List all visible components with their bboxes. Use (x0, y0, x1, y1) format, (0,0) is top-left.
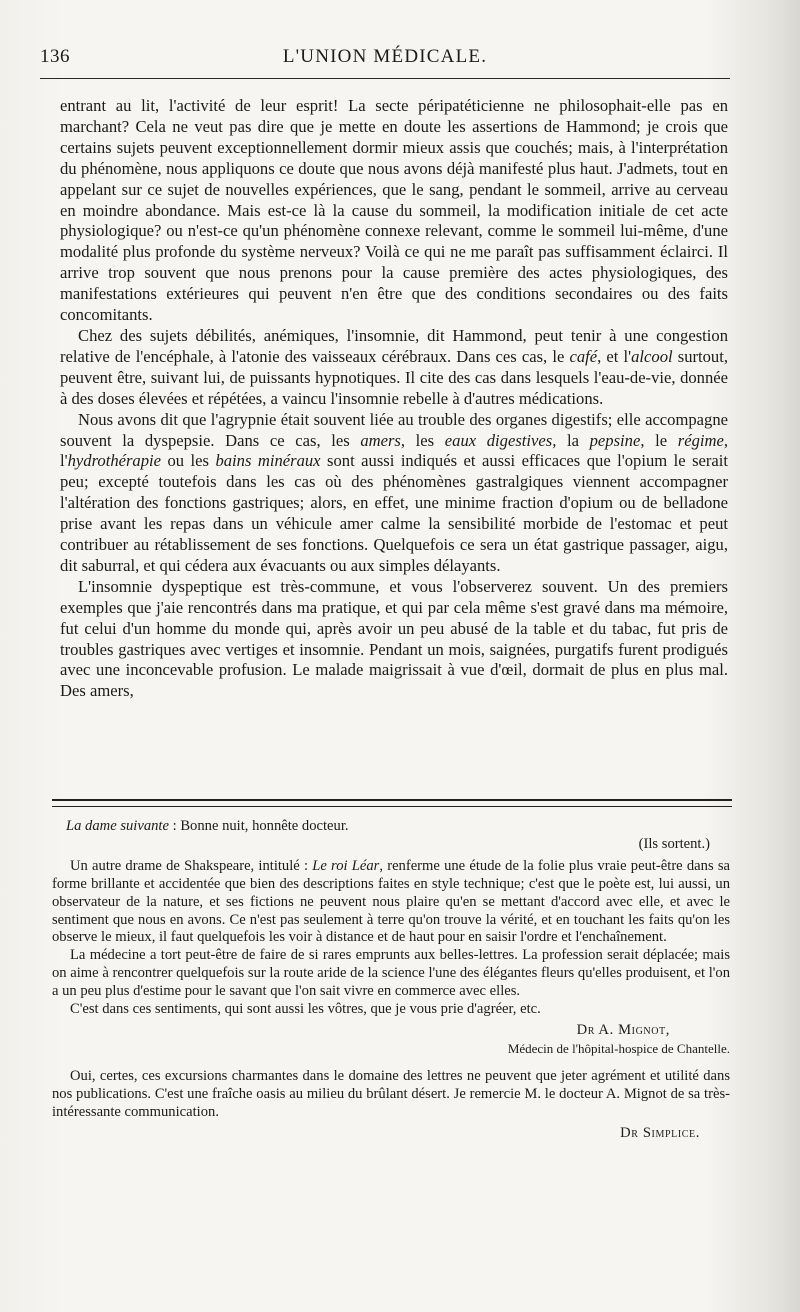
page-number: 136 (40, 46, 70, 67)
italic-eaux: eaux digestives, (444, 430, 557, 450)
italic-play-title: Le roi Léar (312, 857, 380, 874)
italic-bains: bains minéraux (215, 451, 321, 471)
running-title: L'UNION MÉDICALE. (282, 46, 488, 67)
italic-pepsine: pepsine (589, 430, 641, 450)
italic-alcool: alcool (631, 346, 673, 366)
signature-simplice: Dr Simplice. (620, 1124, 700, 1141)
signature-mignot-title: Médecin de l'hôpital-hospice de Chantelle. (507, 1040, 730, 1056)
paragraph-1: entrant au lit, l'activité de leur esprit! La secte péripatéticienne ne philosophait-elle pas en marchant? Cela ne veut pas dire que je mette en doute les assertions de Hammond; je crois que certains sujets peuvent exceptionnellement dormir mieux assis que couchés; mais, à l'interprétation du phénomène, nous appliquons ce doute que nous avons déjà manifesté plus haut. J'admets, tout en appelant sur ce sujet de nouvelles expériences, que le sang, pendant le sommeil, arrive au cerveau en moindre abondance. Mais est-ce là la cause du sommeil, la modification initiale de cet acte physiologique? ou n'est-ce qu'un phénomène connexe relevant, comme le sommeil lui-même, d'une modalité plus profonde du système nerveux? Voilà ce qui ne me paraît pas suffisamment éclairci. Il arrive trop souvent que nous prenons pour la cause première des actes physiologiques, des manifestations extérieures qui peuvent n'en être que des conditions secondaires ou des faits concomitants. (60, 96, 728, 325)
main-text (60, 96, 728, 702)
signature-mignot: Dr A. Mignot, (576, 1021, 670, 1038)
speaker-name: La dame suivante (66, 818, 169, 834)
feuilleton-separator (52, 799, 732, 807)
feuilleton-paragraph-2: La médecine a tort peut-être de faire de si rares emprunts aux belles-lettres. La profession serait déplacée; mais on aime à rencontrer quelquefois sur la route aride de la science l'une des élégantes fleurs qu'elles produisent, et l'on a un peu plus d'estime pour le savant que l'on sait vivre en commerce avec elles. (52, 947, 730, 1000)
italic-amers: amers (360, 430, 401, 450)
italic-cafe: café (569, 346, 598, 366)
feuilleton-paragraph-3: C'est dans ces sentiments, qui sont aussi les vôtres, que je vous prie d'agréer, etc. (70, 1001, 541, 1018)
feuilleton-paragraph-4: Oui, certes, ces excursions charmantes dans le domaine des lettres ne peuvent que jeter agrément et utilité dans nos publications. C'est une fraîche oasis au milieu du brûlant désert. Je remercie M. le docteur A. Mignot de sa très-intéressante communication. (52, 1067, 730, 1120)
italic-hydrotherapie: hydrothérapie (67, 451, 162, 471)
header-rule (40, 78, 730, 79)
play-dialogue: La dame suivante : Bonne nuit, honnête docteur. (66, 818, 349, 834)
paragraph-4: L'insomnie dyspeptique est très-commune, et vous l'observerez souvent. Un des premiers exemples que j'aie rencontrés dans ma pratique, et qui par cela même s'est gravé dans ma mémoire, fut celui d'un homme du monde qui, après avoir un peu abusé de la table et du tabac, fut pris de troubles gastriques avec vertiges et insomnie. Pendant un mois, saignées, purgatifs furent prodigués avec une inconcevable profusion. Le malade maigrissait à vue d'œil, dormait de plus en plus mal. Des amers, (60, 576, 728, 701)
stage-direction: (Ils sortent.) (638, 835, 710, 852)
paragraph-2: Chez des sujets débilités, anémiques, l'insomnie, dit Hammond, peut tenir à une congestion relative de l'encéphale, à l'atonie des vaisseaux cérébraux. Dans ces cas, le café, et l'alcool surtout, peuvent être, suivant lui, de puissants hypnotiques. Il cite des cas dans lesquels l'eau-de-vie, donnée à des doses élevées et répétées, a vaincu l'insomnie rebelle à d'autres médications. (60, 325, 728, 408)
page-header (40, 44, 730, 74)
paragraph-3: Nous avons dit que l'agrypnie était souvent liée au trouble des organes digestifs; elle accompagne souvent la dyspepsie. Dans ce cas, les amers, les eaux digestives, la pepsine, le régime, l'hydrothérapie ou les bains minéraux sont aussi indiqués et aussi efficaces que l'opium le serait peu; excepté toutefois dans les cas où des phénomènes gastralgiques viennent accompagner l'altération des fonctions gastriques; alors, en effet, une minime fraction d'opium ou de belladone prise avant les repas dans un véhicule amer calme la sensibilité morbide de l'estomac et peut contribuer au rétablissement de ses fonctions. Quelquefois ce sera un état gastrique passager, aigu, dit saburral, et qui cédera aux évacuants ou aux simples délayants. (60, 409, 729, 575)
italic-regime: régime (677, 430, 724, 450)
feuilleton-text (52, 818, 730, 1142)
feuilleton-paragraph-1: Un autre drame de Shakspeare, intitulé : Le roi Léar, renferme une étude de la folie plus vraie peut-être dans sa forme brillante et accidentée que bien des descriptions faites en style technique; c'est que le poète est, lui aussi, un observateur de la nature, et ses fictions ne peuvent nous plaire qu'en se mettant d'accord avec elle, et avec le sentiment que nous en avons. Ce n'est pas seulement à terre qu'on trouve la vérité, et en touchant les faits qu'on les observe le mieux, il faut quelquefois les voir à distance et de haut pour en saisir l'ordre et l'enchaînement. (52, 857, 730, 946)
